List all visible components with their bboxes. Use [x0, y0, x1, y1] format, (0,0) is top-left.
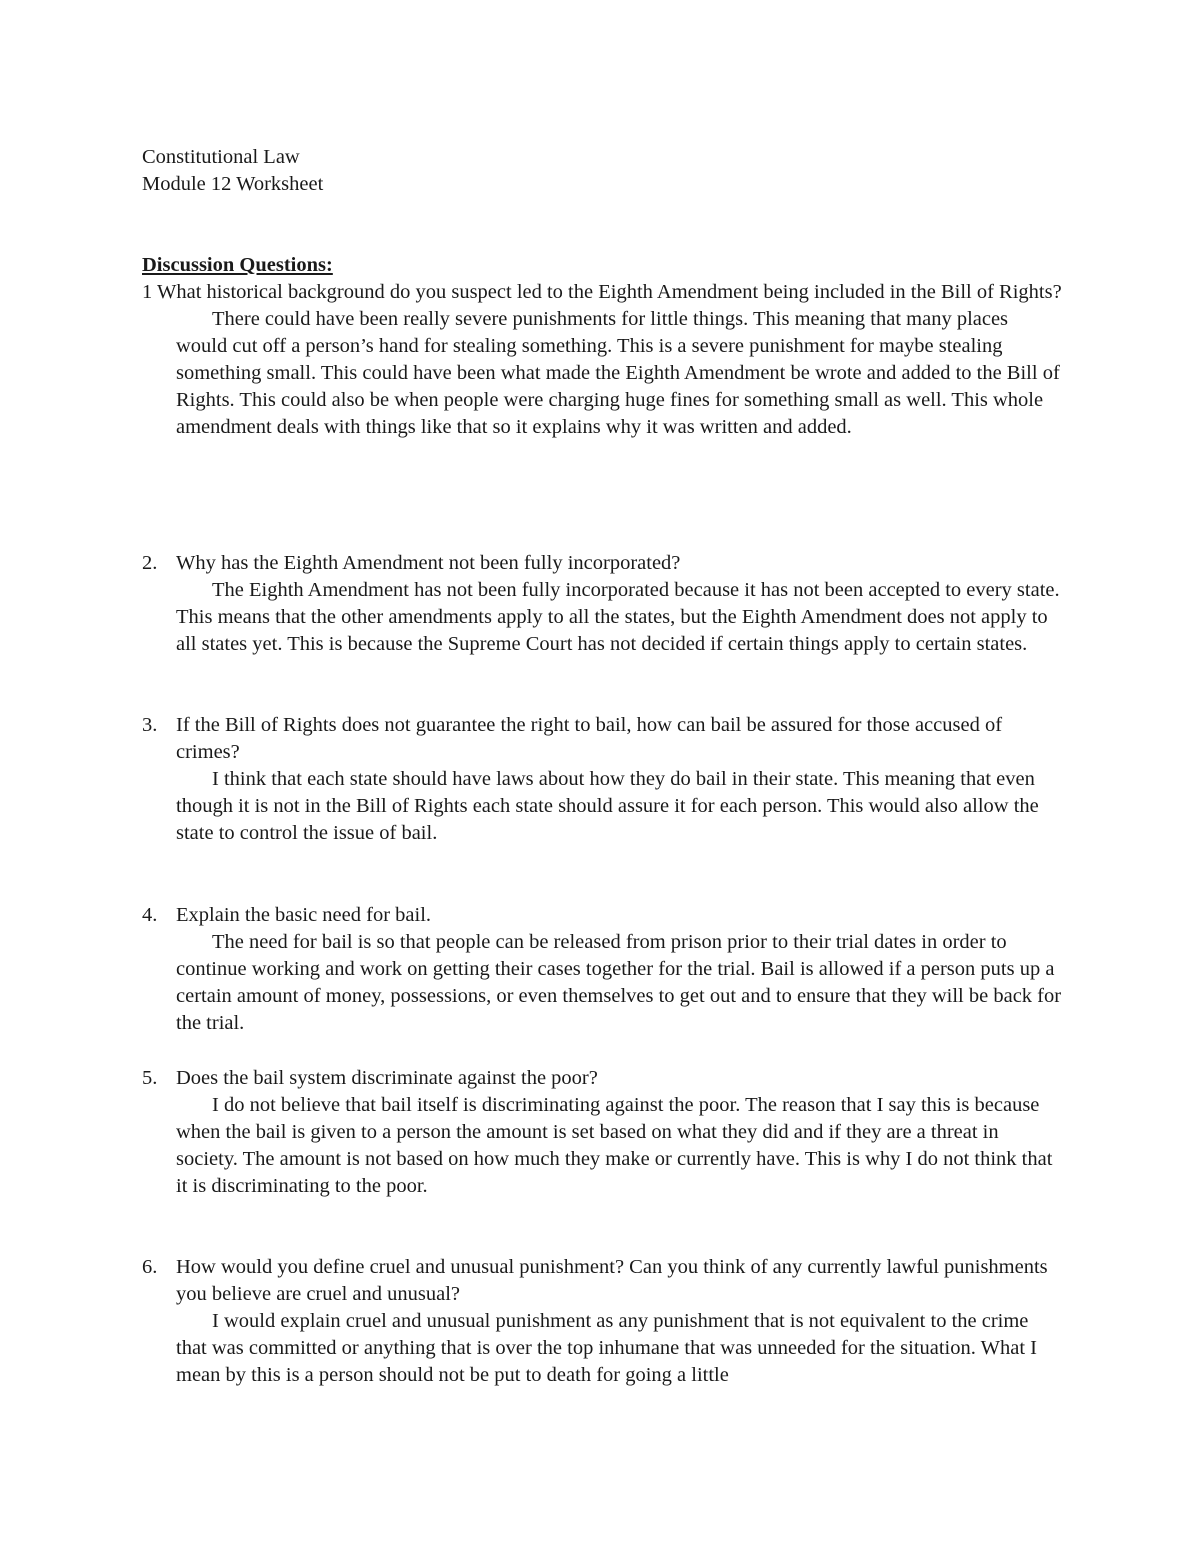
answer-text: The Eighth Amendment has not been fully incorporated because it has not been accepted to every state. This means that the other amendments apply to all the states, but the Eighth Amendment does not apply to all states yet. This is because the Supreme Court has not decided if certain things apply to certain states. — [176, 579, 1060, 655]
question-text: Explain the basic need for bail. — [176, 904, 432, 926]
section-heading: Discussion Questions: — [142, 254, 333, 276]
question-item-5 — [142, 1065, 1062, 1200]
question-line — [142, 550, 1062, 577]
question-text: If the Bill of Rights does not guarantee the right to bail, how can bail be assured for those accused of crimes? — [176, 714, 1003, 763]
question-line — [142, 712, 1062, 766]
question-text: Does the bail system discriminate against the poor? — [176, 1067, 598, 1089]
question-text: How would you define cruel and unusual punishment? Can you think of any currently lawful punishments you believe are cruel and unusual? — [176, 1256, 1048, 1305]
course-title: Constitutional Law — [142, 146, 300, 168]
question-number: 2. — [142, 552, 158, 574]
question-line — [142, 279, 1062, 306]
question-item-2 — [142, 550, 1062, 658]
question-number: 1 — [142, 281, 153, 303]
question-line — [142, 1065, 1062, 1092]
question-item-6 — [142, 1254, 1062, 1389]
answer-text: The need for bail is so that people can be released from prison prior to their trial dates in order to continue working and work on getting their cases together for the trial. Bail is allowed if a person puts up a certain amount of money, possessions, or even themselves to get out and to ensure that they will be back for the trial. — [176, 931, 1062, 1034]
question-number: 5. — [142, 1067, 158, 1089]
question-item-4 — [142, 902, 1062, 1037]
answer-text: I would explain cruel and unusual punishment as any punishment that is not equivalent to the crime that was committed or anything that is over the top inhumane that was unneeded for the situation. What I mean by this is a person should not be put to death for going a little — [176, 1310, 1037, 1386]
question-text: Why has the Eighth Amendment not been fully incorporated? — [176, 552, 681, 574]
question-number: 6. — [142, 1256, 158, 1278]
question-line — [142, 902, 1062, 929]
question-item-1 — [142, 279, 1062, 441]
worksheet-title: Module 12 Worksheet — [142, 173, 324, 195]
question-number: 4. — [142, 904, 158, 926]
answer-text: I do not believe that bail itself is discriminating against the poor. The reason that I say this is because when the bail is given to a person the amount is set based on what they did and if they are a threat in society. The amount is not based on how much they make or currently have. This is why I do not think that it is discriminating to the poor. — [176, 1094, 1053, 1197]
document-header — [142, 144, 323, 198]
question-number: 3. — [142, 714, 158, 736]
answer-text: There could have been really severe punishments for little things. This meaning that many places would cut off a person’s hand for stealing something. This is a severe punishment for maybe stealing something small. This could have been what made the Eighth Amendment be wrote and added to the Bill of Rights. This could also be when people were charging huge fines for something small as well. This whole amendment deals with things like that so it explains why it was written and added. — [176, 308, 1060, 438]
question-line — [142, 1254, 1062, 1308]
question-item-3 — [142, 712, 1062, 847]
answer-text: I think that each state should have laws about how they do bail in their state. This meaning that even though it is not in the Bill of Rights each state should assure it for each person. This would also allow the state to control the issue of bail. — [176, 768, 1039, 844]
question-text: What historical background do you suspect led to the Eighth Amendment being included in the Bill of Rights? — [157, 281, 1062, 303]
